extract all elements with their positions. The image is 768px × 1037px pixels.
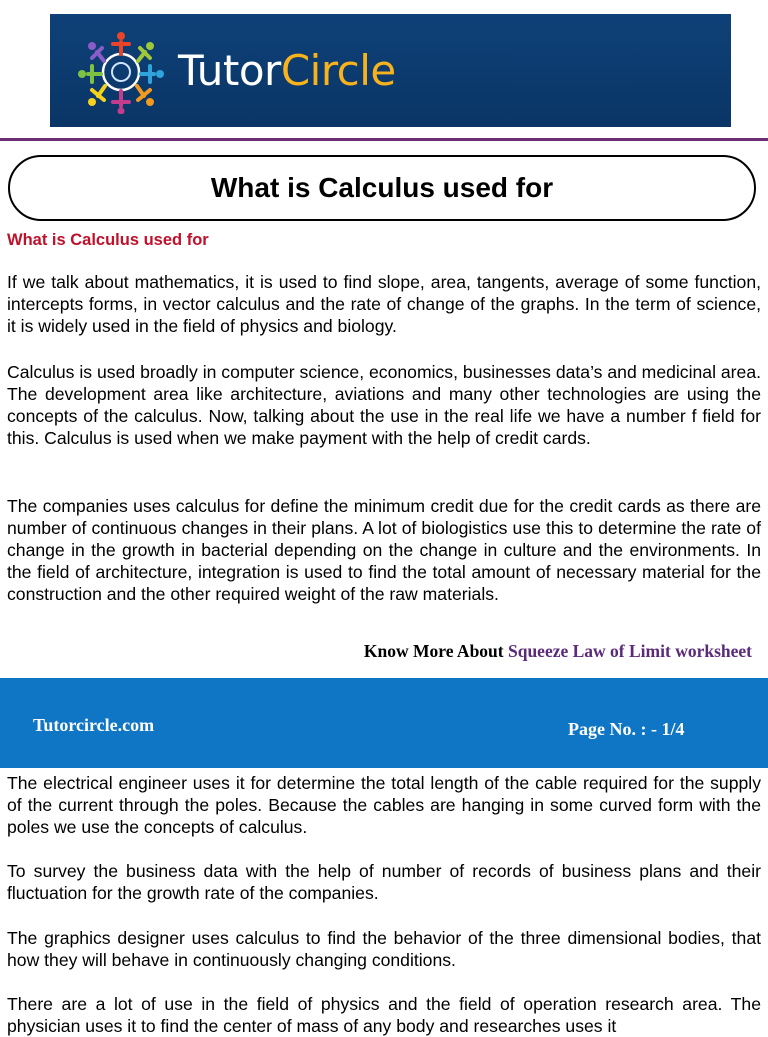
footer-site-link[interactable]: Tutorcircle.com [33,715,155,735]
brand-word-circle: Circle [280,46,396,95]
brand-word-tutor: Tutor [178,46,281,95]
paragraph-7: There are a lot of use in the field of physics and the field of operation research area. The physician uses it to find the center of mass of any body and researches uses it [7,994,761,1036]
title-box [8,155,756,221]
header-divider [0,138,768,141]
know-more-prefix: Know More About [363,641,504,661]
page-number: Page No. : - 1/4 [568,719,685,739]
know-more-link[interactable]: Squeeze Law of Limit worksheet [507,641,752,661]
paragraph-3: The companies uses calculus for define the minimum credit due for the credit cards as there are number of continuous changes in their plans. A lot of biologistics use this to determine the rate of change in the growth in bacterial depending on the change in culture and the environments. In the field of architecture, integration is used to find the total amount of necessary material for the construction and the other required weight of the raw materials. [7,496,761,604]
page-title: What is Calculus used for [210,172,554,203]
people-circle-logo-icon [72,28,170,114]
paragraph-6: The graphics designer uses calculus to find the behavior of the three dimensional bodies, that how they will behave in continuously changing conditions. [7,928,761,970]
brand-logo-text [178,48,396,94]
paragraph-4: The electrical engineer uses it for determine the total length of the cable required for the supply of the current through the poles. Because the cables are hanging in some curved form with the poles we use the concepts of calculus. [7,773,761,837]
know-more-line [364,641,752,662]
section-heading: What is Calculus used for [7,231,209,249]
paragraph-2: Calculus is used broadly in computer science, economics, businesses data’s and medicinal area. The development area like architecture, aviations and many other technologies are using the concepts of the calculus. Now, talking about the use in the real life we have a number f field for this. Calculus is used when we make payment with the help of credit cards. [7,362,761,448]
header-banner [50,14,731,127]
paragraph-1: If we talk about mathematics, it is used to find slope, area, tangents, average of some function, intercepts forms, in vector calculus and the rate of change of the graphs. In the term of science, it is widely used in the field of physics and biology. [7,272,761,336]
paragraph-5: To survey the business data with the help of number of records of business plans and their fluctuation for the growth rate of the companies. [7,861,761,903]
